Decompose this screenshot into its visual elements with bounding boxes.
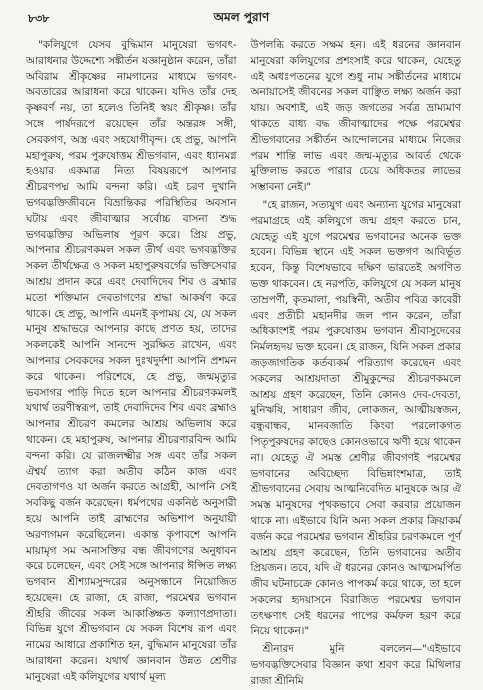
paragraph: উপলব্ধি করতে সক্ষম হন। এই ধরনের জ্ঞানবান মানুষেরা কলিযুগের প্রশংসাই করে থাকেন, যেহেতু এই অধঃপতনের যুগে শুধু নাম সঙ্কীর্তনের মাধ্যমে অনায়াসেই জীবনের সকল বাঞ্ছিত লক্ষ্য অর্জন করা যায়। অবশ্যই, এই জড় জগতের সর্বত্র ভ্রাম্যমাণ থাকতে বাধ্য বদ্ধ জীবাত্মাদের পক্ষে পরমেশ্বর শ্রীভগবানের সঙ্কীর্তন আন্দোলনের মাধ্যমে নিজের পরম শান্তি লাভ এবং জন্ম-মৃত্যুর আবর্ত থেকে মুক্তিলাভ করতে পারার চেয়ে অধিকতর লাভের সম্ভাবনা নেই।"	[250, 39, 461, 194]
paragraph: শ্রীনারদ মুনি বললেন—"এইভাবে ভগবদ্ভক্তিসেবার বিজ্ঞান কথা শ্রবণ করে মিথিলার রাজা শ্রীনিমি	[250, 643, 461, 687]
page-number: ৮৩৮	[28, 11, 50, 25]
page-header	[28, 10, 455, 28]
paragraph: "হে রাজন, সত্যযুগ এবং অন্যান্য যুগের মানুষেরা পরমাগ্রহে এই কলিযুগে জন্ম গ্রহণ করতে চান, যেহেতু এই যুগে পরমেশ্বর ভগবানের অনেক ভক্ত হবেন। বিভিন্ন স্থানে এই সকল ভক্তগণ আবির্ভূত হবেন, কিন্তু বিশেষভাবে দক্ষিণ ভারতেই অগণিত ভক্ত থাকবেন। হে নরপতি, কলিযুগে যে সকল মানুষ তাম্রপর্ণী, কৃতমালা, পয়স্বিনী, অতীব পবিত্র কাবেরী এবং প্রতীচী মহানদীর জল পান করেন, তাঁরা অধিকাংশই পরম পুরুষোত্তম ভগবান শ্রীবাসুদেবের নির্মলহৃদয় ভক্ত হবেন। হে রাজন, যিনি সকল প্রকার জড়জাগতিক কর্তব্যকর্ম পরিত্যাগ করেছেন এবং সকলের আশ্রয়দাতা শ্রীমুকুন্দের শ্রীচরণকমলে আশ্রয় গ্রহণ করেছেন, তিনি কোনও দেব-দেবতা, মুনিঋষি, সাধারণ জীব, লোকজন, আত্মীয়স্বজন, বন্ধুবান্ধব, মানবজাতি কিংবা পরলোকগত পিতৃপুরুষদের কাছেও কোনওভাবে ঋণী হয়ে থাকেন না। যেহেতু ঐ সমস্ত শ্রেণীর জীবগণই পরমেশ্বর ভগবানের অবিচ্ছেদ্য বিভিন্নাংশমাত্র, তাই শ্রীভগবানের সেবায় আত্মনিবেদিত মানুষকে আর ঐ সমস্ত মানুষদের পৃথকভাবে সেবা করবার প্রয়োজন থাকে না। এইভাবে যিনি অন্য সকল প্রকার ক্রিয়াকর্ম বর্জন করে পরমেশ্বর ভগবান শ্রীহরির চরণকমলে পূর্ণ আশ্রয় গ্রহণ করেছেন, তিনি ভগবানের অতীব প্রিয়জন। তবে, যদি ঐ ধরনের কোনও আত্মসমর্পিত জীব ঘটনাচক্রে কোনও পাপকর্ম করে থাকে, তা হলে সকলের হৃদয়াসনে বিরাজিত পরমেশ্বর ভগবান তৎক্ষণাৎ সেই ধরনের পাপের কর্মফল হরণ করে নিয়ে থাকেন।"	[250, 198, 461, 638]
text-columns	[26, 38, 461, 687]
running-title: অমল পুরাণ	[213, 10, 270, 24]
right-column	[250, 38, 462, 687]
left-column	[26, 38, 237, 683]
paragraph: "কলিযুগে যেসব বুদ্ধিমান মানুষেরা ভগবৎ-আরাধনার উদ্দেশ্যে সঙ্কীর্তন যজ্ঞানুষ্ঠান করেন, তাঁরা অবিরাম শ্রীকৃষ্ণের নামগানের মাধ্যমে ভগবৎ-অবতারের আরাধনা করে থাকেন। যদিও তাঁর দেহ কৃষ্ণবর্ণ নয়, তা হলেও তিনিই স্বয়ং শ্রীকৃষ্ণ। তাঁর সঙ্গে পার্ষদরূপে রয়েছেন তাঁর অন্তরঙ্গ সঙ্গী, সেবকগণ, অস্ত্র এবং সহযোগীবৃন্দ। হে প্রভু, আপনি মহাপুরুষ, পরম পুরুষোত্তম শ্রীভগবান, এবং ধ্যানমগ্ন হওয়ার একমাত্র নিত্য বিষয়রূপে আপনার শ্রীচরণপদ্ম আমি বন্দনা করি। এই চরণ দুখানি ভগবদ্ভক্তিজীবনে বিভ্রান্তিকর পরিস্থিতির অবসান ঘটায় এবং জীবাত্মার সর্বোচ্চ বাসনা শুদ্ধ ভগবদ্ভক্তির অভিলাষ পূরণ করে। প্রিয় প্রভু, আপনার শ্রীচরণকমল সকল তীর্থ এবং ভগবদ্ভক্তির সকল তীর্থক্ষেত্র ও সকল মহাপুরুষবর্গের ভক্তিসেবার আশ্রয় প্রদান করে এবং দেবাদিদেব শিব ও ব্রহ্মার মতো শক্তিমান দেবতাগণের শ্রদ্ধা আকর্ষণ করে থাকে। হে প্রভু, আপনি এমনই কৃপাময় যে, যে সকল মানুষ শ্রদ্ধাভরে আপনার কাছে প্রণত হয়, তাদের সকলকেই আপনি সানন্দে সুরক্ষিত রাখেন, এবং আপনার সেবকদের সকল দুঃখদুর্দশা আপনি প্রশমন করে থাকেন। পরিশেষে, হে প্রভু, জন্মমৃত্যুর ভবসাগর পাড়ি দিতে হলে আপনার শ্রীচরণকমলই যথার্থ তরণীস্বরূপ, তাই দেবাদিদেব শিব এবং ব্রহ্মাও আপনার শ্রীচরণ কমলের আশ্রয় অভিলাষ করে থাকেন। হে মহাপুরুষ, আপনার শ্রীচরণারবিন্দ আমি বন্দনা করি। যে রাজলক্ষ্মীর সঙ্গ এবং তাঁর সকল ঐশ্বর্য ত্যাগ করা অতীব কঠিন কাজ এবং দেবতাগণও যা অর্জন করতে আগ্রহী, আপনি সেই সবকিছু বর্জন করেছেন। ধর্মপথের একনিষ্ঠ অনুসারী হয়ে আপনি তাই ব্রাহ্মণের অভিশাপ অনুযায়ী অরণ্যগমন করেছিলেন। একান্ত কৃপাবশে আপনি মায়ামৃগ সম অনাসক্তির বন্ধ জীবগণের অনুধাবন করে চলেছেন, এবং সেই সঙ্গে আপনার ঈপ্সিত লক্ষ্য ভগবান শ্রীশ্যামসুন্দরের অনুসন্ধানে নিয়োজিত হয়েছেন। হে রাজা, হে রাজা, পরমেশ্বর ভগবান শ্রীহরি জীবের সকল আকাঙ্ক্ষিত কল্যাণপ্রদাতা। বিভিন্ন যুগে শ্রীভগবান যে সকল বিশেষ রূপ এবং নামের আধারে প্রকাশিত হন, বুদ্ধিমান মানুষেরা তাঁর আরাধনা করেন। যথার্থ জ্ঞানবান উন্নত শ্রেণীর মানুষেরা এই কলিযুগের যথার্থ মূল্য	[26, 39, 237, 683]
